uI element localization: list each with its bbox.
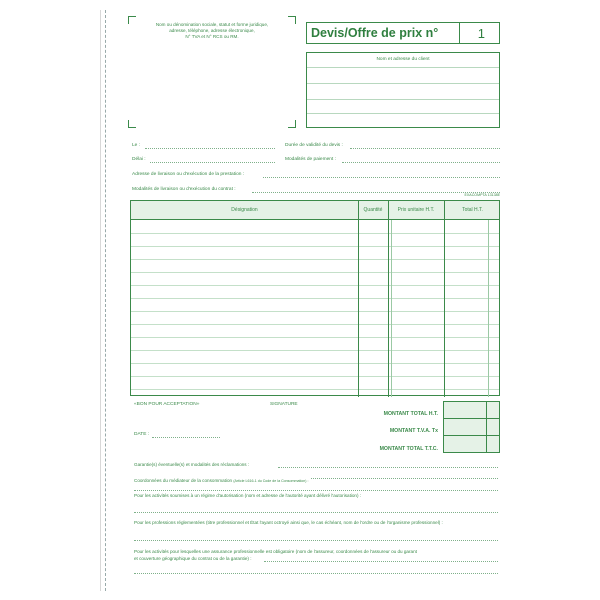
- total-ht-label: MONTANT TOTAL H.T.: [383, 411, 438, 417]
- delay-label: Délai :: [132, 157, 146, 162]
- vat-label: MONTANT T.V.A. Tx: [389, 428, 438, 434]
- company-info-line: adresse, téléphone, adresse électronique,: [169, 28, 255, 33]
- client-address-label: Nom et adresse du client: [376, 57, 430, 62]
- total-ht-box[interactable]: [443, 401, 500, 419]
- header-quantity: Quantité: [363, 207, 383, 213]
- title-separator: [459, 23, 460, 43]
- acceptance-date-label: DATE :: [134, 432, 150, 437]
- column-divider: [391, 220, 392, 397]
- header-total: Total H.T.: [462, 207, 483, 213]
- column-divider: [444, 201, 445, 397]
- delivery-address-label: Adresse de livraison ou d'exécution de la prestation :: [132, 172, 245, 177]
- company-info-line: N° TVA et N° RCS ou RM.: [185, 34, 239, 39]
- perforation-line: [105, 10, 106, 591]
- delivery-address-field[interactable]: [263, 177, 500, 178]
- insurance-label-2: et couverture géographique du contrat ou de la garantie) :: [134, 556, 252, 561]
- total-ttc-label: MONTANT TOTAL T.T.C.: [379, 446, 438, 452]
- client-address-box[interactable]: [306, 52, 500, 128]
- payment-terms-field[interactable]: [342, 162, 500, 163]
- signature-label: SIGNATURE: [270, 402, 298, 407]
- header-unit-price: Prix unitaire H.T.: [397, 207, 435, 213]
- warranty-label: Garantie(s) éventuelle(s) et modalités des réclamations :: [134, 462, 250, 467]
- payment-terms-label: Modalités de paiement :: [285, 157, 336, 162]
- client-rule: [307, 83, 499, 84]
- delivery-terms-field[interactable]: [252, 192, 500, 193]
- acceptance-date-field[interactable]: [152, 437, 220, 438]
- delivery-terms-label: Modalités de livraison ou d'exécution du contrat :: [132, 187, 236, 192]
- date-label: Le :: [132, 143, 141, 148]
- authorization-label: Pour les activités soumises à un régime d'autorisation (nom et adresse de l'autorité ayant délivré l'autorisation) :: [134, 493, 362, 498]
- column-divider: [358, 201, 359, 397]
- acceptance-label: «BON POUR ACCEPTATION»: [134, 402, 200, 407]
- company-info-text: [134, 22, 290, 40]
- mediator-field[interactable]: [134, 490, 498, 491]
- client-rule: [307, 99, 499, 100]
- column-divider: [388, 201, 389, 397]
- date-field[interactable]: [145, 148, 275, 149]
- regulated-profession-label: Pour les professions réglementées (titre professionnel et État l'ayant octroyé ainsi que, le cas échéant, nom de l'ordre ou de l'organisme professionnel) :: [134, 520, 443, 525]
- corner-mark: [128, 120, 136, 128]
- mediator-label: [134, 478, 310, 483]
- quote-number: 1: [477, 26, 485, 41]
- vat-box[interactable]: [443, 418, 500, 436]
- client-rule: [307, 67, 499, 68]
- total-box-divider: [486, 401, 487, 453]
- insurance-field-2[interactable]: [134, 573, 498, 574]
- validity-field[interactable]: [350, 148, 500, 149]
- authorization-field[interactable]: [134, 512, 498, 513]
- delay-field[interactable]: [150, 162, 275, 163]
- header-designation: Désignation: [231, 207, 258, 213]
- column-divider: [488, 220, 489, 397]
- quote-title: Devis/Offre de prix n°: [311, 26, 439, 40]
- line-items-table: [130, 200, 500, 396]
- total-ttc-box[interactable]: [443, 435, 500, 453]
- insurance-label-1: Pour les activités pour lesquelles une assurance professionnelle est obligatoire (nom de l'assureur, coordonnées de l'assureur ou du garant: [134, 549, 417, 554]
- company-info-box: [128, 16, 296, 128]
- insurance-field[interactable]: [264, 561, 498, 562]
- warranty-field[interactable]: [278, 467, 498, 468]
- regulated-profession-field[interactable]: [134, 540, 498, 541]
- quote-title-box: [306, 22, 500, 44]
- mediator-note: (Article L616-1 du Code de la Consommation) :: [233, 479, 309, 483]
- client-rule: [307, 113, 499, 114]
- company-info-line: Nom ou dénomination sociale, statut et forme juridique,: [155, 22, 269, 27]
- validity-label: Durée de validité du devis :: [285, 143, 343, 148]
- mediator-text: Coordonnées du médiateur de la consommation: [134, 478, 233, 483]
- form-reference: EXACOMPTA 13138E: [464, 193, 500, 197]
- corner-mark: [288, 120, 296, 128]
